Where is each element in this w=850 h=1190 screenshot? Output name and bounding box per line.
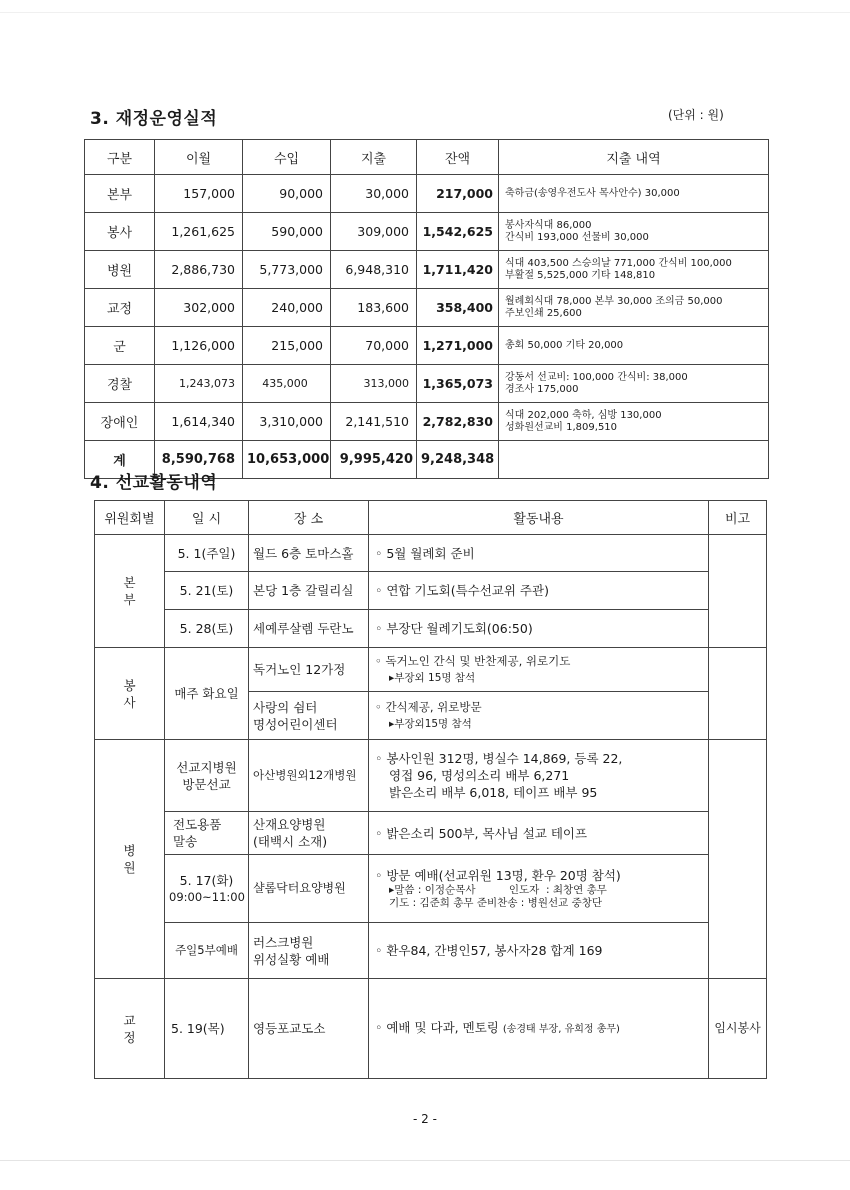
row-category: 경찰 bbox=[85, 365, 155, 403]
header-location: 장 소 bbox=[249, 501, 369, 535]
place-line: 산재요양병원 bbox=[253, 817, 326, 832]
row-balance: 1,542,625 bbox=[417, 213, 499, 251]
date-line: 전도용품 bbox=[173, 817, 222, 832]
activity-content: ◦ 부장단 월례기도회(06:50) bbox=[369, 610, 709, 648]
place-line: 러스크병원 bbox=[253, 934, 314, 950]
place-line: 사랑의 쉼터 bbox=[253, 699, 318, 715]
finance-section-title: 3. 재정운영실적 bbox=[90, 109, 218, 129]
row-expense: 70,000 bbox=[331, 327, 417, 365]
activity-place: 아산병원외12개병원 bbox=[249, 740, 369, 812]
row-carryover: 1,614,340 bbox=[155, 403, 243, 441]
activity-date bbox=[165, 740, 249, 812]
finance-header-row bbox=[85, 140, 769, 175]
table-row bbox=[95, 979, 767, 1079]
activity-place bbox=[249, 812, 369, 855]
row-category: 본부 bbox=[85, 175, 155, 213]
table-row bbox=[85, 251, 769, 289]
date-line: 09:00~11:00 bbox=[169, 889, 245, 904]
row-carryover: 1,261,625 bbox=[155, 213, 243, 251]
committee-hospital: 병 원 bbox=[95, 740, 165, 979]
activity-place bbox=[249, 692, 369, 740]
header-expense: 지출 bbox=[331, 140, 417, 175]
row-balance: 1,711,420 bbox=[417, 251, 499, 289]
activity-date: 5. 19(목) bbox=[165, 979, 249, 1079]
committee-corrections: 교 정 bbox=[95, 979, 165, 1079]
activity-date: 매주 화요일 bbox=[165, 648, 249, 740]
activity-place: 세예루살렘 두란노 bbox=[249, 610, 369, 648]
row-expense: 309,000 bbox=[331, 213, 417, 251]
row-income: 590,000 bbox=[243, 213, 331, 251]
row-expense: 313,000 bbox=[331, 365, 417, 403]
header-committee: 위원회별 bbox=[95, 501, 165, 535]
activity-place: 월드 6층 토마스홀 bbox=[249, 535, 369, 572]
detail-line: 주보인쇄 25,600 bbox=[505, 307, 582, 319]
header-remarks: 비고 bbox=[709, 501, 767, 535]
bottom-rule bbox=[0, 1160, 850, 1161]
total-carryover: 8,590,768 bbox=[155, 441, 243, 479]
activity-line: ◦ 방문 예배(선교위원 13명, 환우 20명 참석) bbox=[375, 868, 621, 883]
activity-remarks bbox=[709, 648, 767, 740]
activity-date: 5. 1(주일) bbox=[165, 535, 249, 572]
detail-line: 성화원선교비 1,809,510 bbox=[505, 421, 618, 433]
row-expense: 6,948,310 bbox=[331, 251, 417, 289]
row-income: 90,000 bbox=[243, 175, 331, 213]
activity-place: 본당 1층 갈릴리실 bbox=[249, 572, 369, 610]
activity-content bbox=[369, 855, 709, 923]
total-detail bbox=[499, 441, 769, 479]
date-line: 5. 17(화) bbox=[179, 872, 234, 888]
activity-line: 밝은소리 배부 6,018, 테이프 배부 95 bbox=[389, 785, 598, 800]
total-income: 10,653,000 bbox=[243, 441, 331, 479]
row-income: 435,000 bbox=[243, 365, 331, 403]
detail-line: 월례회식대 78,000 본부 30,000 조의금 50,000 bbox=[505, 295, 723, 307]
table-row bbox=[85, 213, 769, 251]
row-detail bbox=[499, 289, 769, 327]
activity-content: ◦ 환우84, 간병인57, 봉사자28 합계 169 bbox=[369, 923, 709, 979]
detail-line: 총회 50,000 기타 20,000 bbox=[505, 339, 624, 351]
mission-table bbox=[94, 500, 767, 1079]
unit-label: (단위 : 원) bbox=[668, 108, 724, 122]
table-row bbox=[95, 648, 767, 692]
row-expense: 183,600 bbox=[331, 289, 417, 327]
row-carryover: 1,243,073 bbox=[155, 365, 243, 403]
table-row bbox=[95, 812, 767, 855]
row-category: 병원 bbox=[85, 251, 155, 289]
table-row bbox=[95, 610, 767, 648]
detail-line: 축하금(송영우전도사 목사안수) 30,000 bbox=[505, 187, 680, 199]
prayer-line: 기도 : 김준희 총무 준비찬송 : 병원선교 중창단 bbox=[389, 897, 603, 909]
activity-remarks: 임시봉사 bbox=[709, 979, 767, 1079]
row-carryover: 1,126,000 bbox=[155, 327, 243, 365]
activity-content: ◦ 연합 기도회(특수선교위 주관) bbox=[369, 572, 709, 610]
committee-service: 봉 사 bbox=[95, 648, 165, 740]
activity-content bbox=[369, 692, 709, 740]
header-carryover: 이월 bbox=[155, 140, 243, 175]
date-line: 방문선교 bbox=[182, 776, 231, 792]
header-income: 수입 bbox=[243, 140, 331, 175]
row-category: 장애인 bbox=[85, 403, 155, 441]
finance-table bbox=[84, 139, 769, 479]
table-row bbox=[85, 289, 769, 327]
row-detail bbox=[499, 365, 769, 403]
detail-line: 식대 403,500 스승의날 771,000 간식비 100,000 bbox=[505, 257, 732, 269]
row-detail bbox=[499, 403, 769, 441]
activity-line: ◦ 간식제공, 위로방문 bbox=[375, 699, 482, 714]
activity-date: 5. 21(토) bbox=[165, 572, 249, 610]
detail-line: 경조사 175,000 bbox=[505, 383, 579, 395]
activity-line: ◦ 독거노인 간식 및 반찬제공, 위로기도 bbox=[375, 653, 571, 668]
activity-content: ◦ 5월 월례회 준비 bbox=[369, 535, 709, 572]
staff-note: (송경태 부장, 유희정 총무) bbox=[502, 1024, 620, 1035]
activity-place: 샬롬닥터요양병원 bbox=[249, 855, 369, 923]
detail-line: 봉사자식대 86,000 bbox=[505, 219, 592, 231]
header-expense-detail: 지출 내역 bbox=[499, 140, 769, 175]
header-balance: 잔액 bbox=[417, 140, 499, 175]
row-balance: 217,000 bbox=[417, 175, 499, 213]
mission-section-title: 4. 선교활동내역 bbox=[90, 473, 218, 493]
activity-date: 5. 28(토) bbox=[165, 610, 249, 648]
row-income: 240,000 bbox=[243, 289, 331, 327]
row-carryover: 302,000 bbox=[155, 289, 243, 327]
row-carryover: 157,000 bbox=[155, 175, 243, 213]
row-balance: 2,782,830 bbox=[417, 403, 499, 441]
row-category: 교정 bbox=[85, 289, 155, 327]
page-number: - 2 - bbox=[413, 1112, 437, 1126]
header-datetime: 일 시 bbox=[165, 501, 249, 535]
top-rule bbox=[0, 12, 850, 13]
table-row bbox=[95, 572, 767, 610]
activity-place: 독거노인 12가정 bbox=[249, 648, 369, 692]
activity-remarks bbox=[709, 535, 767, 648]
total-expense: 9,995,420 bbox=[331, 441, 417, 479]
row-category: 군 bbox=[85, 327, 155, 365]
row-expense: 30,000 bbox=[331, 175, 417, 213]
detail-line: 간식비 193,000 선물비 30,000 bbox=[505, 231, 649, 243]
header-activity: 활동내용 bbox=[369, 501, 709, 535]
date-line: 선교지병원 bbox=[176, 759, 237, 775]
row-detail bbox=[499, 327, 769, 365]
row-income: 3,310,000 bbox=[243, 403, 331, 441]
activity-content bbox=[369, 740, 709, 812]
date-line: 말송 bbox=[173, 834, 198, 849]
speaker-line: ▸말씀 : 이정순목사 인도자 : 최창연 총무 bbox=[389, 884, 607, 896]
activity-line: ◦ 봉사인원 312명, 병실수 14,869, 등록 22, bbox=[375, 751, 623, 766]
detail-line: 부활절 5,525,000 기타 148,810 bbox=[505, 269, 656, 281]
activity-date bbox=[165, 812, 249, 855]
mission-header-row bbox=[95, 501, 767, 535]
row-category: 봉사 bbox=[85, 213, 155, 251]
place-line: 위성실황 예배 bbox=[253, 951, 330, 967]
row-detail bbox=[499, 175, 769, 213]
table-row bbox=[95, 535, 767, 572]
row-detail bbox=[499, 213, 769, 251]
row-balance: 1,271,000 bbox=[417, 327, 499, 365]
table-row bbox=[85, 327, 769, 365]
row-balance: 1,365,073 bbox=[417, 365, 499, 403]
activity-place bbox=[249, 923, 369, 979]
detail-line: 식대 202,000 축하, 심방 130,000 bbox=[505, 409, 662, 421]
table-row bbox=[95, 855, 767, 923]
table-row bbox=[85, 365, 769, 403]
activity-date: 주일5부예배 bbox=[165, 923, 249, 979]
header-category: 구분 bbox=[85, 140, 155, 175]
activity-date bbox=[165, 855, 249, 923]
attendance-note: ▸부장외15명 참석 bbox=[389, 717, 472, 730]
total-label: 계 bbox=[85, 441, 155, 479]
row-expense: 2,141,510 bbox=[331, 403, 417, 441]
activity-remarks bbox=[709, 740, 767, 979]
table-row bbox=[95, 740, 767, 812]
activity-line: ◦ 예배 및 다과, 멘토링 bbox=[375, 1020, 499, 1035]
place-line: 명성어린이센터 bbox=[253, 716, 338, 732]
row-carryover: 2,886,730 bbox=[155, 251, 243, 289]
row-income: 5,773,000 bbox=[243, 251, 331, 289]
row-balance: 358,400 bbox=[417, 289, 499, 327]
activity-line: 영접 96, 명성의소리 배부 6,271 bbox=[389, 768, 570, 783]
committee-headquarters: 본 부 bbox=[95, 535, 165, 648]
activity-content bbox=[369, 648, 709, 692]
activity-content bbox=[369, 979, 709, 1079]
row-detail bbox=[499, 251, 769, 289]
total-balance: 9,248,348 bbox=[417, 441, 499, 479]
table-row bbox=[85, 175, 769, 213]
activity-content: ◦ 밝은소리 500부, 목사님 설교 테이프 bbox=[369, 812, 709, 855]
table-row bbox=[95, 923, 767, 979]
activity-place: 영등포교도소 bbox=[249, 979, 369, 1079]
place-line: (태백시 소재) bbox=[253, 834, 328, 849]
table-row bbox=[85, 403, 769, 441]
row-income: 215,000 bbox=[243, 327, 331, 365]
detail-line: 강동서 선교비: 100,000 간식비: 38,000 bbox=[505, 371, 688, 383]
attendance-note: ▸부장외 15명 참석 bbox=[389, 671, 476, 684]
